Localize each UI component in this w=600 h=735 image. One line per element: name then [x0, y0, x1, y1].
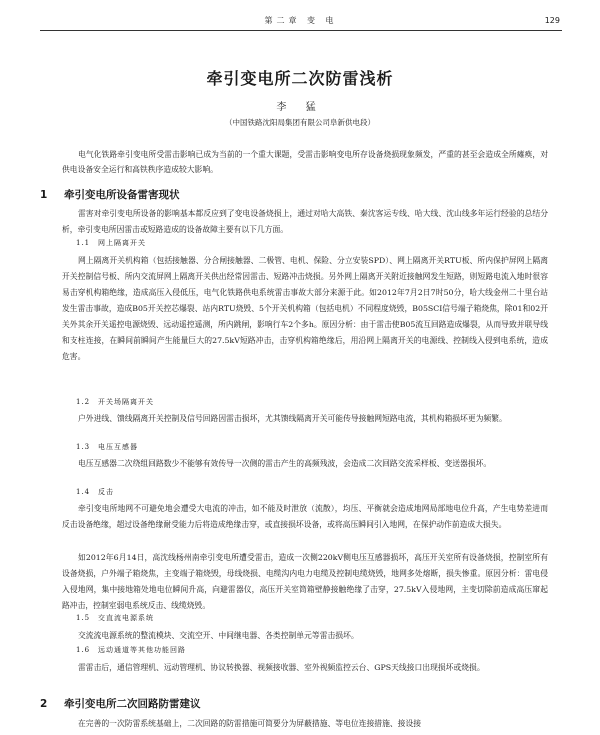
subsection-number: 1.2	[76, 398, 91, 406]
section-number: 1	[40, 189, 48, 201]
subsection-1-1-body: 网上隔离开关机构箱（包括接触器、分合闸接触器、二极管、电机、保险、分立安装SPD）、网上隔离开关RTU板、所内保护屏网上隔离开关控制信号板、所内交流屏网上隔离开关供出经常因雷击、短路冲击烧损。另外网上隔离开关附近接触网发生短路，则短路电流入地时很容易击穿机构箱绝缘，造成高压入侵低压，电气化铁路供电系统雷击事故大部分来源于此。如2012年7月2日7时50分，哈大线金州二十里台站发生雷击事故，造成B05开关控芯爆裂、站内RTU烧毁、5个开关机构箱（包括电机）不同程度烧毁，B05SCI信号端子箱烧焦，除01和02开关外其余开关遥控电源烧毁、远动遥控遥测，所内跳闸，影响行车2个多h。原因分析：由于雷击使B05流互回路造成爆裂，从而导致并联导线和支柱连接，在瞬间前瞬间产生能量巨大的27.5kV短路冲击，击穿机构箱绝缘后，用沿网上隔离开关的电源线、控制线入侵到电系统，造成危害。	[62, 256, 548, 361]
section-title: 牵引变电所设备雷害现状	[64, 189, 180, 201]
subsection-1-3-body: 电压互感器二次绕组回路数少不能够有效传导一次侧的雷击产生的高频残波，会造成二次回路交流采样板、变送器损坏。	[78, 459, 492, 468]
subsection-1-4-example: 如2012年6月14日，高沈线杨州南牵引变电所遭受雷击，造成一次侧220kV侧电压互感器损坏，高压开关室所有设备烧损，控制室所有设备烧损，户外端子箱烧焦，主变端子箱烧毁，母线烧损、电缆沟内电力电缆及控制电缆烧毁，地网多处熔断，损失惨重。原因分析：雷电侵入侵地网，集中接地箱处地电位瞬间升高，向避雷器仪，高压开关室筒箱壁静接触绝缘了击穿，27.5kV入侵地网，主变切除前造成高压窜起路冲击，控制室弱电系统反击、线缆烧毁。	[62, 553, 548, 610]
subsection-title: 网上隔离开关	[98, 239, 146, 247]
subsection-1-5-heading	[76, 613, 154, 623]
subsection-1-3-heading	[76, 442, 138, 452]
author-affiliation: （中国铁路沈阳局集团有限公司阜新供电段）	[225, 118, 375, 127]
subsection-number: 1.5	[76, 614, 91, 622]
subsection-number: 1.1	[76, 239, 91, 247]
subsection-number: 1.6	[76, 646, 91, 654]
subsection-title: 交直流电源系统	[98, 614, 154, 622]
section-1-intro: 雷害对牵引变电所设备的影响基本都反应到了变电设备烧损上，通过对哈大高铁、秦沈客运专线、哈大线、沈山线多年运行经验的总结分析，牵引变电所因雷击或短路造成的设备故障主要有以下几方面。	[62, 209, 548, 234]
section-1-heading	[40, 187, 180, 202]
subsection-1-4-heading	[76, 487, 114, 497]
subsection-1-1-heading	[76, 238, 146, 248]
subsection-number: 1.4	[76, 488, 91, 496]
running-head-title: 第二章 变 电	[264, 16, 338, 25]
section-2-heading	[40, 696, 201, 711]
section-2-intro: 在完善的一次防雷系统基础上，二次回路的防雷措施可简要分为屏蔽措施、等电位连接措施、接设接	[78, 719, 422, 728]
subsection-title: 开关场隔离开关	[98, 398, 154, 406]
subsection-1-6-heading	[76, 645, 186, 655]
subsection-title: 反击	[98, 488, 114, 496]
section-number: 2	[40, 698, 48, 710]
article-author: 李 猛	[276, 102, 324, 113]
page-number: 129	[544, 16, 560, 25]
section-title: 牵引变电所二次回路防雷建议	[64, 698, 201, 710]
abstract-paragraph: 电气化铁路牵引变电所受雷击影响已成为当前的一个重大课题，受雷击影响变电所存设备烧损现象频发，严重的甚至会造成全所瘫痪，对供电设备安全运行和高铁秩序造成较大影响。	[62, 150, 548, 174]
subsection-title: 远动通道等其他功能回路	[98, 646, 186, 654]
subsection-1-2-body: 户外进线、馈线隔离开关控制及信号回路因雷击损坏，尤其馈线隔离开关可能传导接触网短路电流，其机构箱损坏更为频繁。	[78, 414, 507, 423]
subsection-number: 1.3	[76, 443, 91, 451]
subsection-1-5-body: 交流流电源系统的整流模块、交流空开、中间继电器、各类控制单元等雷击损坏。	[78, 631, 359, 640]
subsection-title: 电压互感器	[98, 443, 138, 451]
subsection-1-6-body: 雷雷击后，通信管理机、远动管理机、协议转换器、视频接收器、室外视频监控云台、GPS天线接口出现损坏或烧损。	[78, 663, 485, 672]
article-title: 牵引变电所二次防雷浅析	[206, 69, 394, 88]
subsection-1-2-heading	[76, 397, 154, 407]
subsection-1-4-body: 牵引变电所地网不可避免地会遭受大电流的冲击，如不能及时泄放（流散），均压、平衡就会造成地网局部地电位升高，产生电势差进而反击设备绝缘，超过设备绝缘耐受能力后将造成绝缘击穿，或直接损坏设备，或将高压瞬间引入地网，在保护动作前造成大损失。	[62, 504, 548, 529]
running-head	[40, 14, 562, 31]
